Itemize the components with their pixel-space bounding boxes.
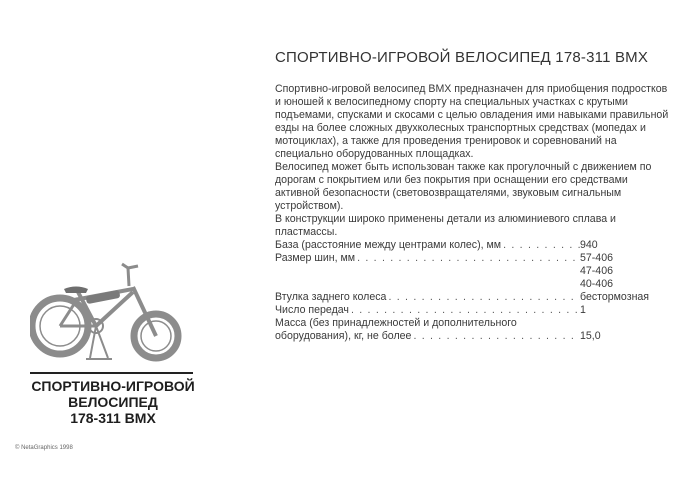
spec-row-mass-1 <box>275 317 665 330</box>
spec-value: 1 <box>580 304 586 316</box>
bmx-bike-illustration <box>30 262 190 372</box>
caption <box>30 378 196 426</box>
leader-dots <box>355 252 580 265</box>
spec-row-hub <box>275 291 665 304</box>
paragraph-purpose: Спортивно-игровой велосипед BMX предназначен для приобщения подростков и юношей к велосипедному спорту на специальных участках с крутыми подъемами, спусками и скосами с целью овладения ими навыками правильной езды на более сложных двухколесных транспортных средствах (мопедах и мотоциклах), а также для проведения тренировок и соревнований на специально оборудованных площадках. <box>275 83 669 160</box>
spec-value: 57-406 <box>580 252 613 264</box>
spec-label: Размер шин, мм <box>275 252 356 264</box>
caption-line-3: 178-311 BMX <box>70 410 156 426</box>
caption-line-1: СПОРТИВНО-ИГРОВОЙ <box>31 378 195 394</box>
spec-row-mass-2 <box>275 330 665 343</box>
leader-dots <box>386 291 580 304</box>
spec-row-tires <box>275 252 665 291</box>
spec-value: 40-406 <box>580 278 613 290</box>
spec-label: Масса (без принадлежностей и дополнительного <box>275 317 517 329</box>
leader-dots <box>501 239 580 252</box>
spec-label: Число передач <box>275 304 349 316</box>
spec-value: 15,0 <box>580 330 601 342</box>
saddle <box>64 287 88 294</box>
leader-dots <box>411 330 580 343</box>
spec-table <box>275 239 665 343</box>
caption-rule <box>30 372 193 374</box>
leader-dots <box>349 304 580 317</box>
spec-row-base <box>275 239 665 252</box>
caption-line-2: ВЕЛОСИПЕД <box>68 394 158 410</box>
copyright: © NetaGraphics 1998 <box>15 445 73 451</box>
handlebar <box>122 264 138 286</box>
spec-value: 47-406 <box>580 265 613 277</box>
page-title: СПОРТИВНО-ИГРОВОЙ ВЕЛОСИПЕД 178-311 BMX <box>275 49 649 66</box>
spec-label: Втулка заднего колеса <box>275 291 387 303</box>
paragraph-usage: Велосипед может быть использован также как прогулочный с движением по дорогам с покрытием или без покрытия при оснащении его средствами активной безопасности (световозвращателями, звуковым сигнальным устройством). <box>275 161 652 212</box>
spec-row-gears <box>275 304 665 317</box>
spec-value: 940 <box>580 239 598 251</box>
spec-value: бестормозная <box>580 291 650 303</box>
paragraph-construction: В конструкции широко применены детали из алюминиевого сплава и пластмассы. <box>275 213 616 238</box>
spec-label: База (расстояние между центрами колес), мм <box>275 239 502 251</box>
spec-label: оборудования), кг, не более <box>275 330 412 342</box>
frame-pad <box>86 290 121 304</box>
description <box>275 83 675 239</box>
